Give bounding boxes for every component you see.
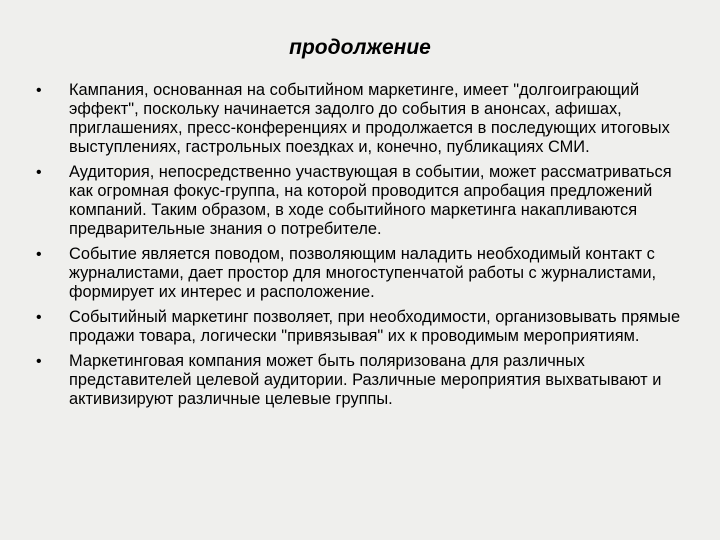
bullet-text: Событийный маркетинг позволяет, при необходимости, организовывать прямые продажи товара, логически "привязывая" их к проводимым мероприятиям.: [69, 308, 681, 345]
bullet-item: [36, 245, 688, 302]
bullet-item: [36, 81, 688, 157]
bullet-icon: •: [36, 309, 42, 326]
bullet-item: [36, 308, 688, 346]
bullet-text: Событие является поводом, позволяющим наладить необходимый контакт с журналистами, дает простор для многоступенчатой работы с журналистами, формирует их интерес и расположение.: [69, 245, 657, 301]
slide-title: продолжение: [289, 36, 431, 59]
bullet-text: Маркетинговая компания может быть поляризована для различных представителей целевой аудитории. Различные мероприятия выхватывают и активизируют различные целевые группы.: [69, 352, 662, 408]
bullet-text: Аудитория, непосредственно участвующая в событии, может рассматриваться как огромная фокус-группа, на которой проводится апробация предложений компаний. Таким образом, в ходе событийного маркетинга накапливаются предварительные знания о потребителе.: [69, 163, 672, 238]
bullet-icon: •: [36, 353, 42, 370]
bullet-list: [36, 81, 688, 415]
bullet-icon: •: [36, 82, 42, 99]
bullet-item: [36, 163, 688, 239]
bullet-text: Кампания, основанная на событийном маркетинге, имеет "долгоиграющий эффект", поскольку начинается задолго до события в анонсах, афишах, приглашениях, пресс-конференциях и продолжается в последующих итоговых выступлениях, гастрольных поездках и, конечно, публикациях СМИ.: [69, 81, 670, 156]
bullet-item: [36, 352, 688, 409]
bullet-icon: •: [36, 246, 42, 263]
bullet-icon: •: [36, 164, 42, 181]
